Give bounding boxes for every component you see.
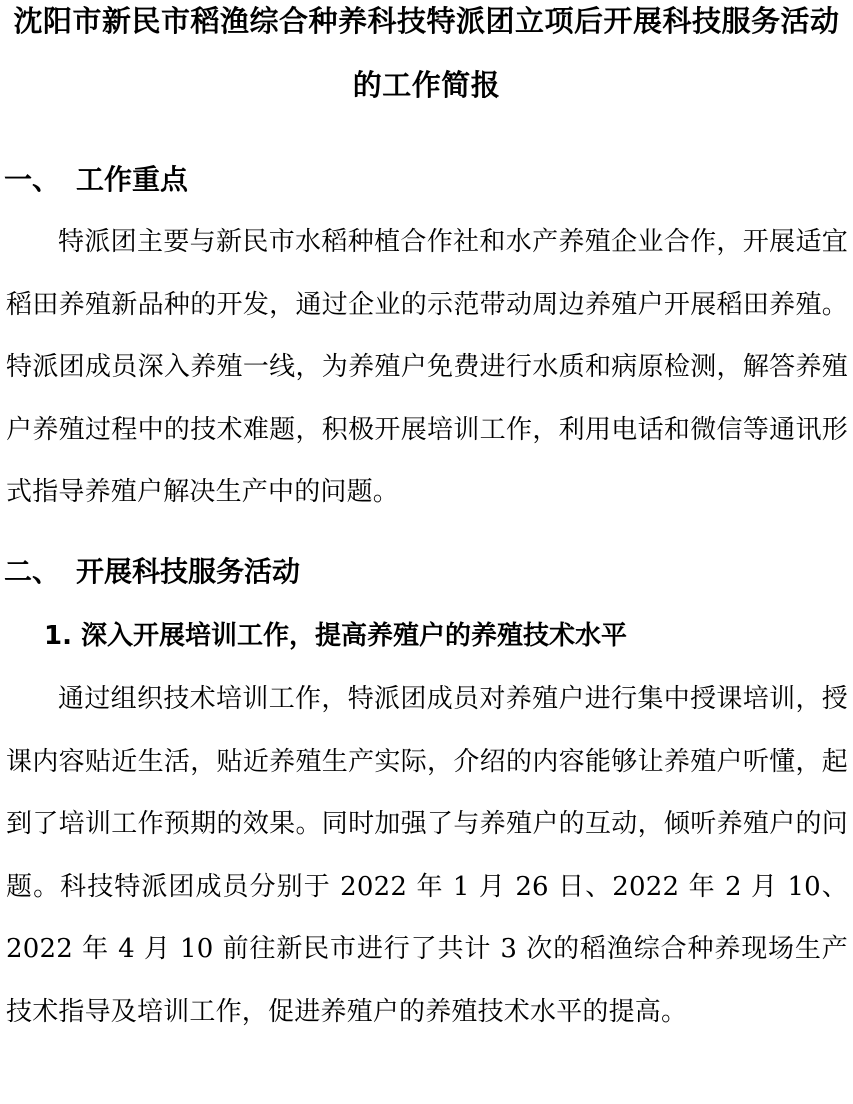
document-title: 沈阳市新民市稻渔综合种养科技特派团立项后开展科技服务活动的工作简报	[13, 4, 840, 102]
section-number: 一、	[4, 163, 61, 196]
subsection-paragraph-training: 通过组织技术培训工作，特派团成员对养殖户进行集中授课培训，授课内容贴近生活，贴近养殖生产实际，介绍的内容能够让养殖户听懂，起到了培训工作预期的效果。同时加强了与养殖户的互动，倾听养殖户的问题。科技特派团成员分别于 2022 年 1 月 26 日、2022 年 2 月 10、2022 年 4 月 10 前往新民市进行了共计 3 次的稻渔综合种养现场生产技术指导及培训工作，促进养殖户的养殖技术水平的提高。	[6, 684, 848, 1027]
section-number: 二、	[4, 555, 61, 588]
section-title: 工作重点	[76, 163, 189, 196]
section-paragraph-work-focus: 特派团主要与新民市水稻种植合作社和水产养殖企业合作，开展适宜稻田养殖新品种的开发，通过企业的示范带动周边养殖户开展稻田养殖。特派团成员深入养殖一线，为养殖户免费进行水质和病原检测，解答养殖户养殖过程中的技术难题，积极开展培训工作，利用电话和微信等通讯形式指导养殖户解决生产中的问题。	[6, 227, 848, 507]
section-heading-work-focus	[4, 160, 188, 200]
section-heading-activities	[4, 552, 300, 592]
section-title: 开展科技服务活动	[76, 555, 301, 588]
subsection-heading-training: 1. 深入开展培训工作，提高养殖户的养殖技术水平	[44, 621, 628, 651]
